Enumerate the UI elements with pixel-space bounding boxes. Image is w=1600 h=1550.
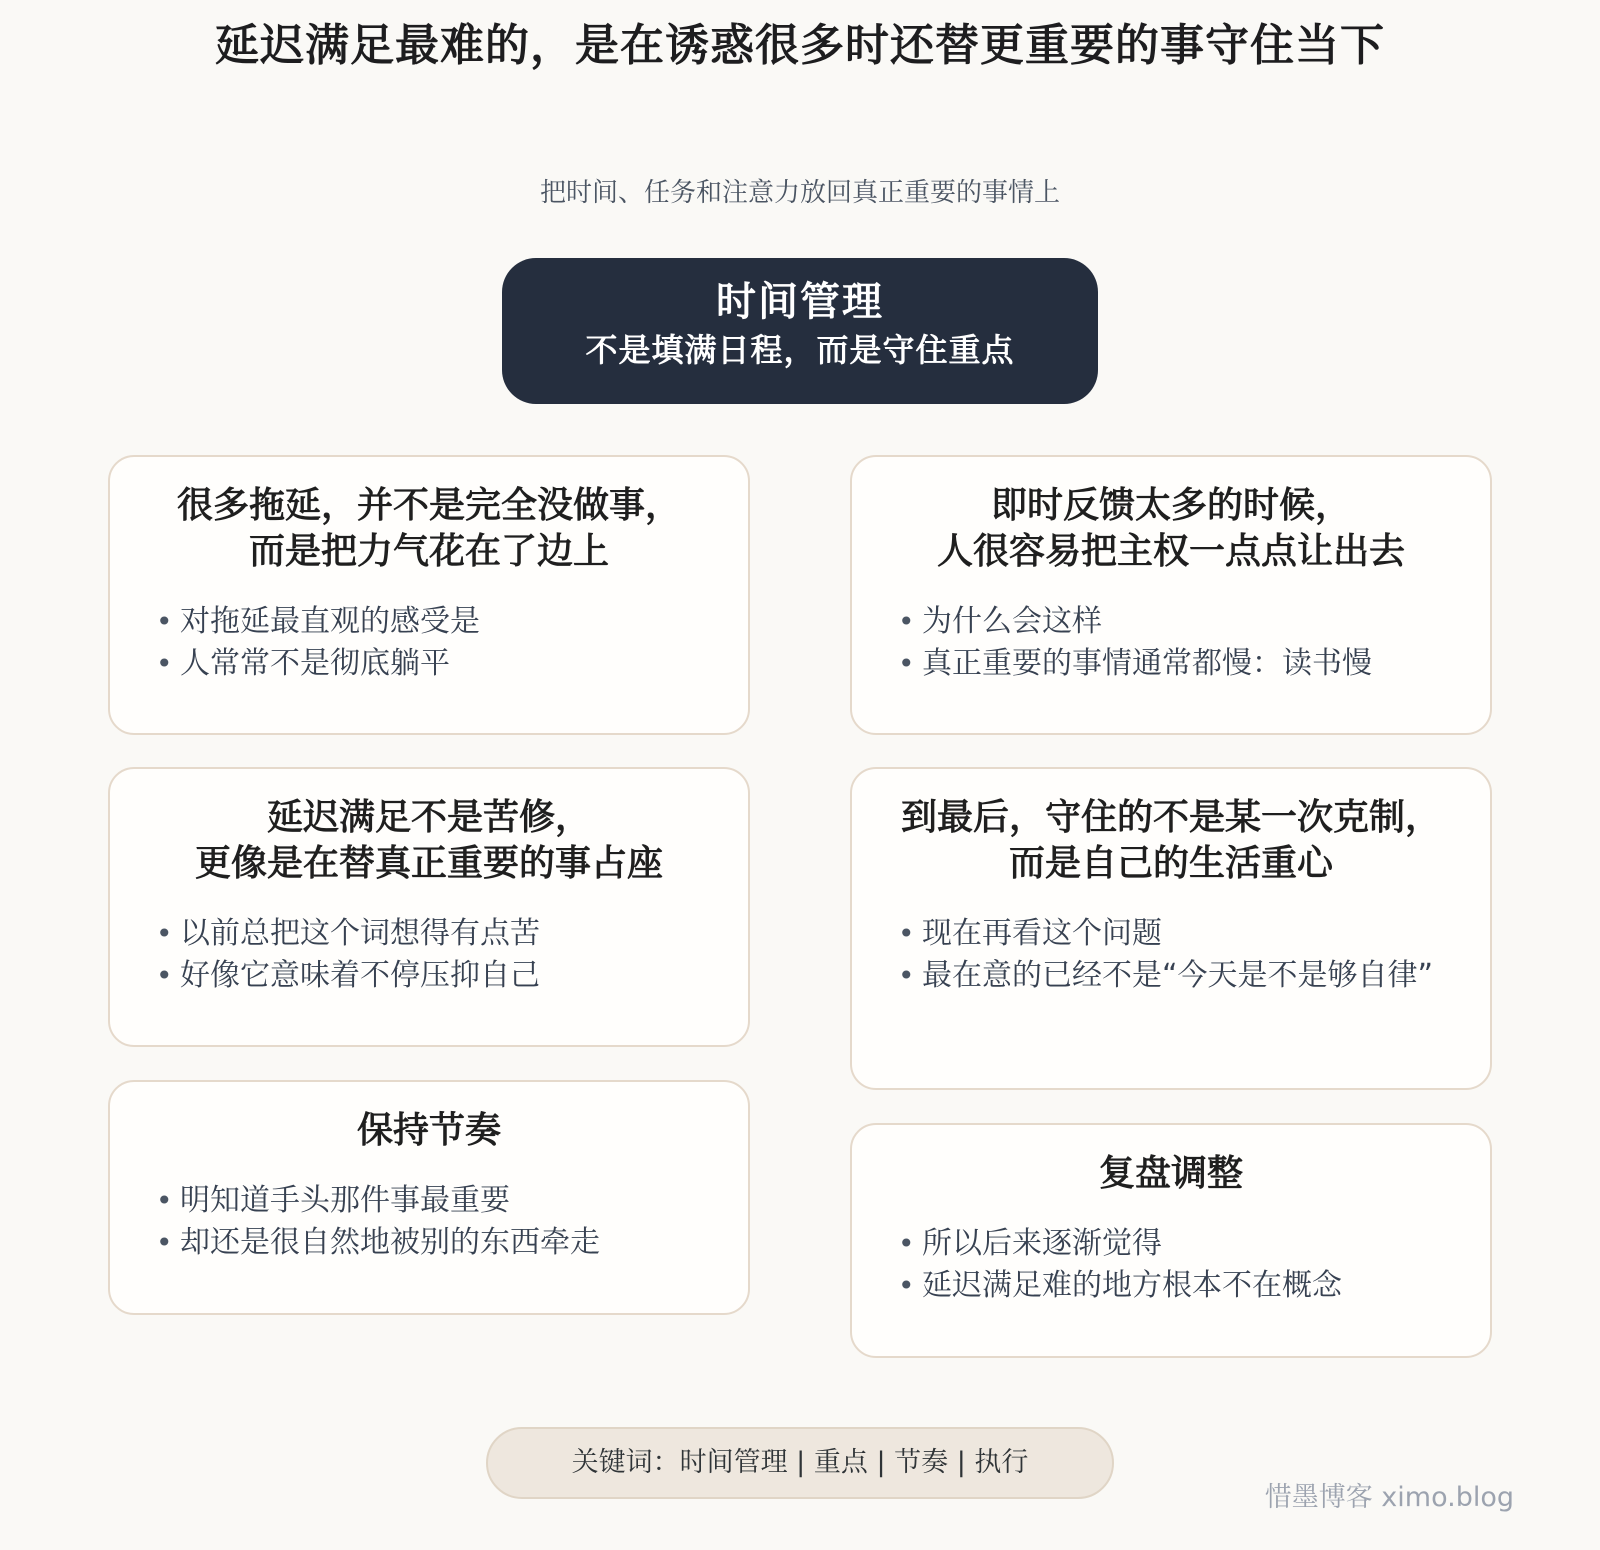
card-bullet: • 却还是很自然地被别的东西牵走: [158, 1222, 728, 1264]
card-bullet-list: [852, 913, 1490, 997]
card-bullet: • 明知道手头那件事最重要: [158, 1180, 728, 1222]
card-bullet: • 现在再看这个问题: [900, 913, 1470, 955]
page-subtitle: 把时间、任务和注意力放回真正重要的事情上: [539, 178, 1060, 208]
card-bullet: • 以前总把这个词想得有点苦: [158, 913, 728, 955]
central-topic: [502, 258, 1098, 404]
card-instant-feedback: [850, 455, 1492, 735]
card-delayed-gratification: [108, 767, 750, 1047]
card-review-adjust: [850, 1123, 1492, 1358]
card-bullet-list: [110, 913, 748, 997]
card-life-focus: [850, 767, 1492, 1090]
card-bullet-list: [110, 1180, 748, 1264]
card-title: 复盘调整: [1098, 1153, 1243, 1194]
card-bullet: • 所以后来逐渐觉得: [900, 1223, 1470, 1265]
card-title: 很多拖延，并不是完全没做事， 而是把力气花在了边上: [176, 485, 681, 572]
card-bullet-list: [852, 601, 1490, 685]
card-keep-rhythm: [108, 1080, 750, 1315]
card-title: 到最后，守住的不是某一次克制， 而是自己的生活重心: [900, 797, 1441, 884]
card-bullet: • 为什么会这样: [900, 601, 1470, 643]
card-bullet: • 人常常不是彻底躺平: [158, 643, 728, 685]
card-bullet-list: [110, 601, 748, 685]
card-bullet: • 对拖延最直观的感受是: [158, 601, 728, 643]
central-topic-subtitle: 不是填满日程，而是守住重点: [585, 331, 1015, 369]
watermark: 惜墨博客 ximo.blog: [1264, 1482, 1514, 1513]
card-title: 保持节奏: [356, 1110, 501, 1151]
card-bullet: • 好像它意味着不停压抑自己: [158, 955, 728, 997]
central-topic-title: 时间管理: [716, 279, 884, 325]
card-title: 延迟满足不是苦修， 更像是在替真正重要的事占座: [194, 797, 663, 884]
card-title: 即时反馈太多的时候， 人很容易把主权一点点让出去: [936, 485, 1405, 572]
keywords-pill: 关键词：时间管理 | 重点 | 节奏 | 执行: [486, 1427, 1114, 1499]
card-bullet: • 延迟满足难的地方根本不在概念: [900, 1265, 1470, 1307]
card-procrastination: [108, 455, 750, 735]
card-bullet: • 最在意的已经不是“今天是不是够自律”: [900, 955, 1470, 997]
card-bullet-list: [852, 1223, 1490, 1307]
card-bullet: • 真正重要的事情通常都慢：读书慢: [900, 643, 1470, 685]
page-title: 延迟满足最难的，是在诱惑很多时还替更重要的事守住当下: [215, 20, 1385, 71]
